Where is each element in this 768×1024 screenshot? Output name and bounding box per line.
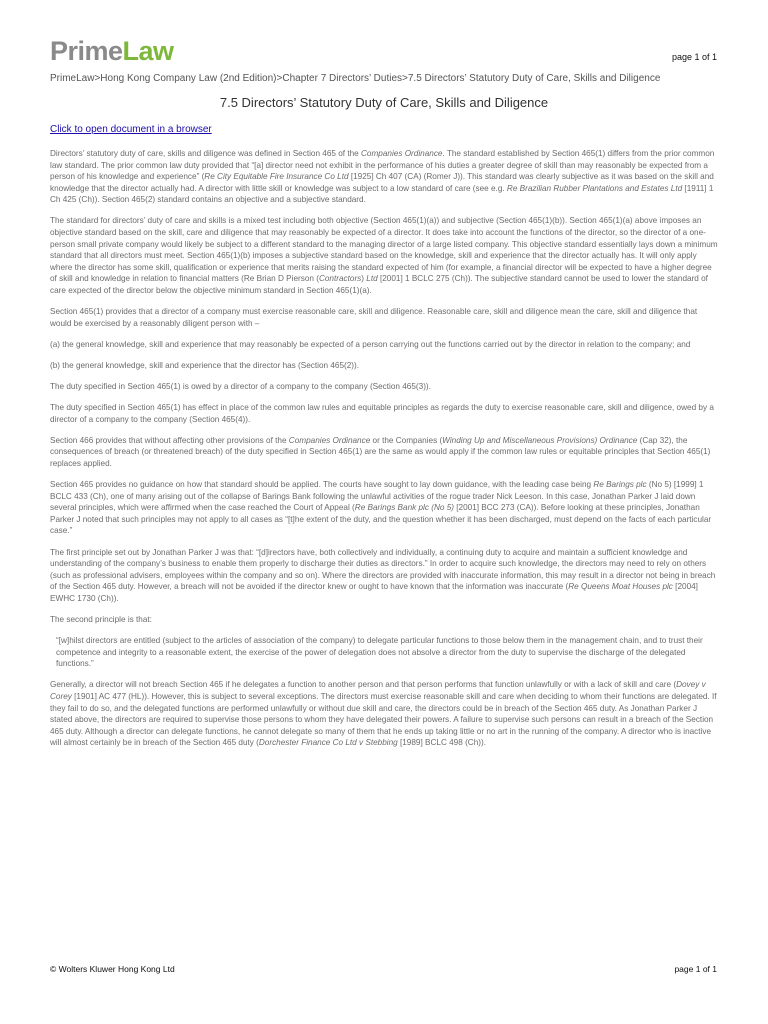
case-citation: Dovey v Corey [50,680,706,701]
case-citation: Contractors [318,274,362,284]
paragraph-text: ) [361,274,367,284]
paragraph-text: (No 5) [1999] 1 BCLC 433 (Ch), one of many arising out of the collapse of Barings Bank following the unlawful activities of the rogue trader Nick Leeson. In this case, Jonathan Parker J laid down several principles, which were affirmed when the case reached the Court of Appeal ( [50,480,704,513]
paragraph-text: “[w]hilst directors are entitled (subject to the articles of association of the company) to delegate particular functions to those below them in the management chain, and to trust their competence and integrity to a reasonable extent, the exercise of the power of delegation does not absolve a director from the duty to supervise the discharge of the delegated functions.” [56,636,703,669]
paragraph [50,402,718,425]
paragraph [50,635,718,670]
paragraph [50,435,718,470]
paragraph [50,679,718,749]
logo-law-text: Law [122,36,174,66]
paragraph-text: Section 466 provides that without affecting other provisions of the [50,435,289,445]
case-citation: Re Brazilian Rubber Plantations and Estates Ltd [506,183,683,193]
paragraph-text: (Cap 32), the consequences of breach (or threatened breach) of the duty specified in Section 465(1) are the same as would apply if the common law rules or equitable principles that Section 465(1) replaces applied. [50,435,711,468]
case-citation: Companies Ordinance [361,149,443,158]
page-number-top: page 1 of 1 [671,52,717,62]
paragraph-text: The duty specified in Section 465(1) has effect in place of the common law rules and equitable principles as regards the duty to exercise reasonable care, skill and diligence, owed by a director of a company to the company (Section 465(4)). [50,403,714,424]
paragraph-text: Directors’ statutory duty of care, skills and diligence was defined in Section 465 of the [50,149,361,158]
paragraph [50,547,718,605]
case-citation: Re Barings Bank plc (No 5) [354,503,454,513]
open-in-browser-link[interactable]: Click to open document in a browser [50,124,212,135]
paragraph [50,381,718,393]
paragraph-text: The first principle set out by Jonathan Parker J was that: “[d]irectors have, both collectively and individually, a continuing duty to acquire and maintain a sufficient knowledge and understanding of the company’s business to enable them properly to discharge their duties as directors.” In order to acquire such knowledge, the directors may need to rely on others (such as professional advisers, employees within the company and so on). Where the directors are provided with inaccurate information, this may result in a director not being in breach of the Section 465 duty. However, a breach will not be avoided if the director knew or ought to have known that the information was inaccurate ( [50,547,716,592]
page-number-bottom: page 1 of 1 [674,964,717,974]
paragraph-text: The standard for directors’ duty of care and skills is a mixed test including both objective (Section 465(1)(a)) and subjective (Section 465(1)(b)). Section 465(1)(a) above imposes an objective standard based on the skill, care and diligence that may reasonably be expected of a director. It does take into account the functions of the director, so the director of a one-person small private company would likely be subject to a different standard to the managing director of a large listed company. This objective standard essentially lays down a minimum standard that all directors must meet. Section 465(1)(b) imposes a subjective standard based on the knowledge, skill and experience that the director actually has. It will only apply where the director has some skill, qualification or experience that merits raising the standard expected of him (for example, a financial director will be expected to have a higher degree of skill and knowledge in relation to financial matters (Re Brian D Pierson ( [50,216,718,284]
paragraph-text: or the Companies ( [370,435,443,445]
paragraph-text: [1911] 1 Ch 425 (Ch)). Section 465(2) standard contains an objective and a subjective standard. [50,183,714,205]
paragraph-text: [2001] BCC 273 (CA)). Before looking at these principles, Jonathan Parker J noted that such principles may not apply to all cases as “[t]he extent of the duty, and the question whether it has been discharged, must depend on the facts of each particular case.” [50,503,712,536]
paragraph-text: (b) the general knowledge, skill and experience that the director has (Section 465(2)). [50,360,360,370]
case-citation: Dorchester Finance Co Ltd v Stebbing [258,738,398,748]
case-citation: Winding Up and Miscellaneous Provisions) Ordinance [442,435,638,445]
paragraph [50,306,718,329]
paragraph-text: The second principle is that: [50,615,152,624]
paragraph [50,339,718,351]
paragraph-text: . The standard established by Section 465(1) differs from the prior common law standard. The prior common law duty provided that “[a] director need not exhibit in the performance of his duties a greater degree of skill than may reasonably be expected from a person of his knowledge and experience” ( [50,149,715,182]
paragraph [50,614,718,626]
paragraph-text: Section 465(1) provides that a director of a company must exercise reasonable care, skill and diligence. Reasonable care, skill and diligence mean the care, skill and diligence that would be exercised by a reasonably diligent person with – [50,307,698,328]
logo-prime-text: Prime [50,36,123,66]
case-citation: Re Queens Moat Houses plc [568,582,673,592]
paragraph-text: [1925] Ch 407 (CA) (Romer J)). This standard was clearly subjective as it was based on the skill and knowledge that the director actually had. A director with little skill or knowledge was subject to a low standard of care (see e.g. [50,172,714,193]
paragraph [50,479,718,537]
footer-copyright: © Wolters Kluwer Hong Kong Ltd [50,964,175,974]
paragraph-text: [1901] AC 477 (HL)). However, this is subject to several exceptions. The directors must exercise reasonable skill and care when deciding to whom their functions are delegated. If they fail to do so, and the delegated functions are performed unlawfully or without due skill and care, the directors could be in breach of the Section 465 duty. As Jonathan Parker J stated above, the directors are required to supervise those persons to whom they have delegated their powers. A failure to supervise such persons can result in a breach of the Section 465 duty. Although a director can delegate functions, he cannot delegate so many of them that he ends up taking little or no art in the running of the company. A director who is inactive will almost certainly be in breach of the Section 465 duty ( [50,691,717,748]
paragraph-text: [1989] BCLC 498 (Ch)). [397,738,486,748]
paragraph-text: [2004] EWHC 1730 (Ch)). [50,582,698,603]
paragraph [50,215,718,296]
case-citation: Ltd [366,274,378,284]
case-citation: Re City Equitable Fire Insurance Co Ltd [204,172,349,182]
case-citation: Companies Ordinance [288,435,371,445]
breadcrumb: PrimeLaw>Hong Kong Company Law (2nd Edition)>Chapter 7 Directors’ Duties>7.5 Directors’ Statutory Duty of Care, Skills and Diligence [50,73,661,84]
paragraph [50,360,718,372]
paragraph-text: The duty specified in Section 465(1) is owed by a director of a company to the company (Section 465(3)). [50,382,431,391]
paragraph-text: (a) the general knowledge, skill and experience that may reasonably be expected of a person carrying out the functions carried out by the director in relation to the company; and [50,339,691,349]
paragraph-text: Section 465 provides no guidance on how that standard should be applied. The courts have sought to lay down guidance, with the leading case being [50,480,594,490]
primelaw-logo [50,38,174,65]
paragraph-text: [2001] 1 BCLC 275 (Ch)). The subjective standard cannot be used to lower the standard of care expected of the director below the objective minimum standard in Section 465(1)(a). [50,274,708,296]
document-title: 7.5 Directors’ Statutory Duty of Care, Skills and Diligence [219,95,549,110]
document-body [50,148,718,758]
case-citation: Re Barings plc [593,480,647,490]
paragraph [50,148,718,206]
paragraph-text: Generally, a director will not breach Section 465 if he delegates a function to another person and that person performs that function unlawfully or with a lack of skill and care ( [50,680,677,690]
